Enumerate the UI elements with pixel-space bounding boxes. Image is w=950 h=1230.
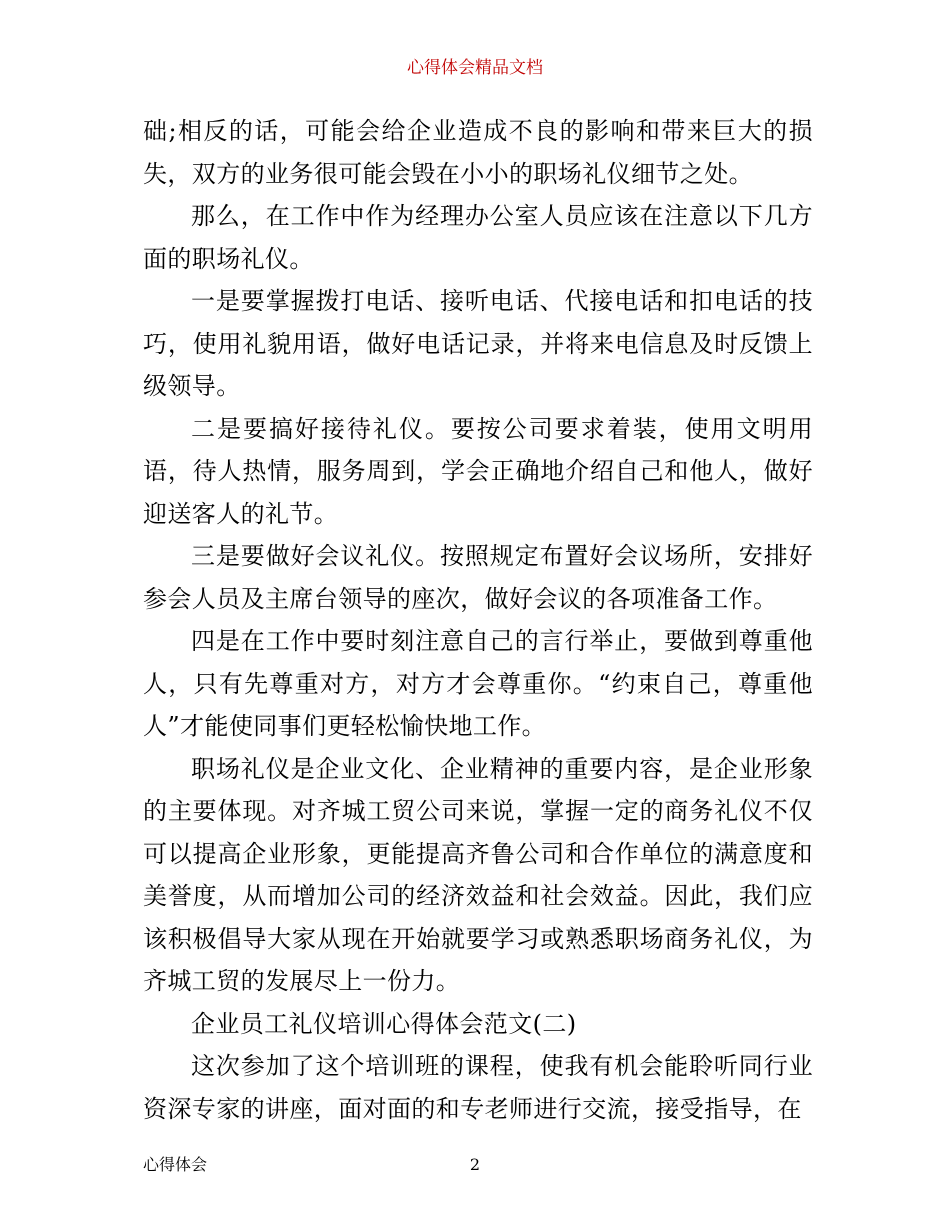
- page-header: 心得体会精品文档: [407, 58, 543, 78]
- section-heading: 企业员工礼仪培训心得体会范文(二): [191, 1009, 577, 1038]
- paragraph: 职场礼仪是企业文化、企业精神的重要内容，是企业形象的主要体现。对齐城工贸公司来说，掌握一定的商务礼仪不仅可以提高企业形象，更能提高齐鲁公司和合作单位的满意度和美誉度，从而增加公司的经济效益和社会效益。因此，我们应该积极倡导大家从现在开始就要学习或熟悉职场商务礼仪，为齐城工贸的发展尽上一份力。: [143, 754, 813, 995]
- page-number: 2: [469, 1155, 481, 1174]
- paragraph: 四是在工作中要时刻注意自己的言行举止，要做到尊重他人，只有先尊重对方，对方才会尊重你。“约束自己，尊重他人”才能使同事们更轻松愉快地工作。: [143, 627, 813, 740]
- footer-label: 心得体会: [143, 1155, 208, 1174]
- paragraph: 三是要做好会议礼仪。按照规定布置好会议场所，安排好参会人员及主席台领导的座次，做好会议的各项准备工作。: [143, 542, 813, 613]
- paragraph: 这次参加了这个培训班的课程，使我有机会能聆听同行业资深专家的讲座，面对面的和专老师进行交流，接受指导，在: [143, 1052, 813, 1123]
- paragraph: 那么，在工作中作为经理办公室人员应该在注意以下几方面的职场礼仪。: [143, 202, 813, 273]
- document-body: [143, 110, 813, 1130]
- paragraph: 二是要搞好接待礼仪。要按公司要求着装，使用文明用语，待人热情，服务周到，学会正确地介绍自己和他人，做好迎送客人的礼节。: [143, 414, 813, 528]
- paragraph: 一是要掌握拨打电话、接听电话、代接电话和扣电话的技巧，使用礼貌用语，做好电话记录，并将来电信息及时反馈上级领导。: [143, 287, 813, 400]
- paragraph: 础;相反的话，可能会给企业造成不良的影响和带来巨大的损失，双方的业务很可能会毁在小小的职场礼仪细节之处。: [143, 117, 813, 188]
